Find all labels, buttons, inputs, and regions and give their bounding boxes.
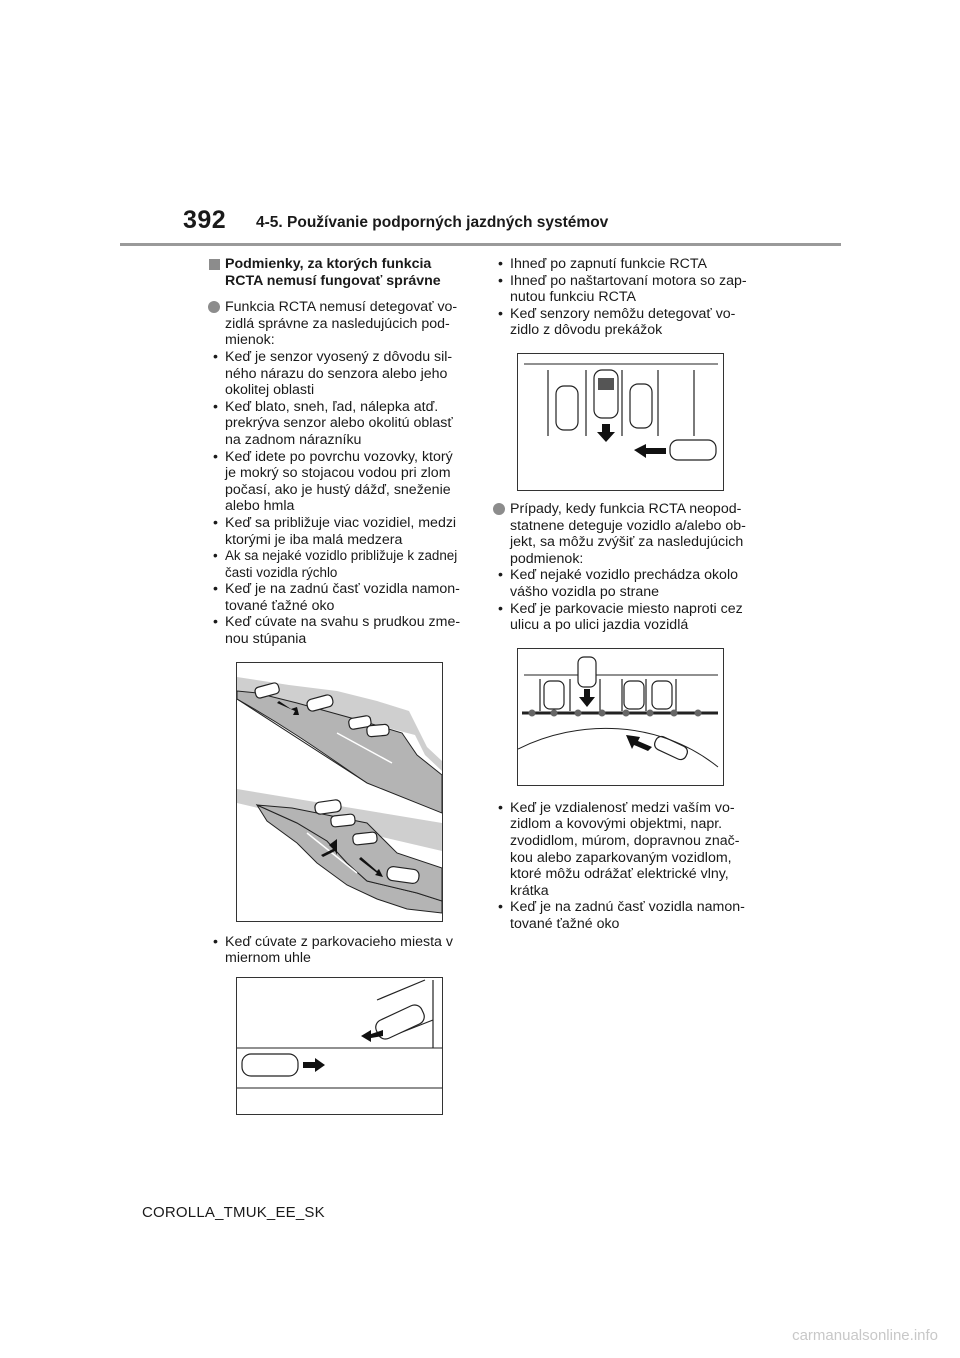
list-item: • Keď je na zadnú časť vozidla namon- tované ťažné oko <box>492 899 752 932</box>
list-item: • Ihneď po naštartovaní motora so zap- nutou funkciu RCTA <box>492 273 752 306</box>
metal-objects-list <box>492 800 752 933</box>
list-item: • Keď je na zadnú časť vozidla namon- tované ťažné oko <box>207 581 465 614</box>
list-item: • Keď cúvate z parkovacieho miesta v miernom uhle <box>207 934 465 967</box>
square-bullet-icon <box>209 259 220 270</box>
obstruction-illustration <box>517 353 724 491</box>
header-rule <box>120 243 841 246</box>
list-item: • Keď senzory nemôžu detegovať vo- zidlo z dôvodu prekážok <box>492 306 752 339</box>
false-detection-text: Prípady, kedy funkcia RCTA neopod- statnene deteguje vozidlo a/alebo ob- jekt, sa môžu zvýšiť za nasledujúcich podmienok: <box>510 500 746 567</box>
list-item: • Keď je parkovacie miesto naproti cez ulicu a po ulici jazdia vozidlá <box>492 601 752 634</box>
angle-list <box>207 934 465 967</box>
circle-bullet-icon <box>208 301 220 313</box>
timing-list <box>492 256 752 339</box>
slope-illustration <box>236 662 443 922</box>
chapter-title: 4-5. Používanie podporných jazdných systémov <box>256 214 609 231</box>
list-item: • Keď sa približuje viac vozidiel, medzi ktorými je iba malá medzera <box>207 515 465 548</box>
false-detection-paragraph <box>492 501 752 567</box>
false-detection-list <box>492 567 752 633</box>
list-item: • Keď blato, sneh, ľad, nálepka atď. prekrýva senzor alebo okolitú oblasť na zadnom nárazníku <box>207 399 465 449</box>
list-item: • Ak sa nejaké vozidlo približuje k zadnej časti vozidla rýchlo <box>207 548 465 581</box>
document-code: COROLLA_TMUK_EE_SK <box>142 1204 325 1221</box>
street-parking-illustration <box>517 648 724 786</box>
list-item: • Keď cúvate na svahu s prudkou zme- nou stúpania <box>207 614 465 647</box>
list-item: • Keď je vzdialenosť medzi vaším vo- zidlom a kovovými objektmi, napr. zvodidlom, múrom, dopravnou znač- kou alebo zaparkovaným vozidlom, ktoré môžu odrážať elektrické vlny, krátka <box>492 800 752 900</box>
condition-list <box>207 349 465 648</box>
list-item: • Ihneď po zapnutí funkcie RCTA <box>492 256 752 273</box>
list-item: • Keď idete po povrchu vozovky, ktorý je mokrý so stojacou vodou pri zlom počasí, ako je hustý dážď, sneženie alebo hmla <box>207 449 465 515</box>
list-item: • Keď nejaké vozidlo prechádza okolo vášho vozidla po strane <box>492 567 752 600</box>
intro-text: Funkcia RCTA nemusí detegovať vo- zidlá správne za nasledujúcich pod- mienok: <box>225 299 458 349</box>
intro-paragraph <box>207 299 465 349</box>
left-column <box>207 256 465 1115</box>
right-column <box>492 256 752 932</box>
page-number: 392 <box>183 206 227 234</box>
angled-parking-illustration <box>236 977 443 1115</box>
section-heading <box>207 256 465 289</box>
circle-bullet-icon <box>493 503 505 515</box>
watermark: carmanualsonline.info <box>792 1327 938 1344</box>
section-heading-text: Podmienky, za ktorých funkcia RCTA nemusí fungovať správne <box>225 256 441 289</box>
list-item: • Keď je senzor vyosený z dôvodu sil- ného nárazu do senzora alebo jeho okolitej oblasti <box>207 349 465 399</box>
